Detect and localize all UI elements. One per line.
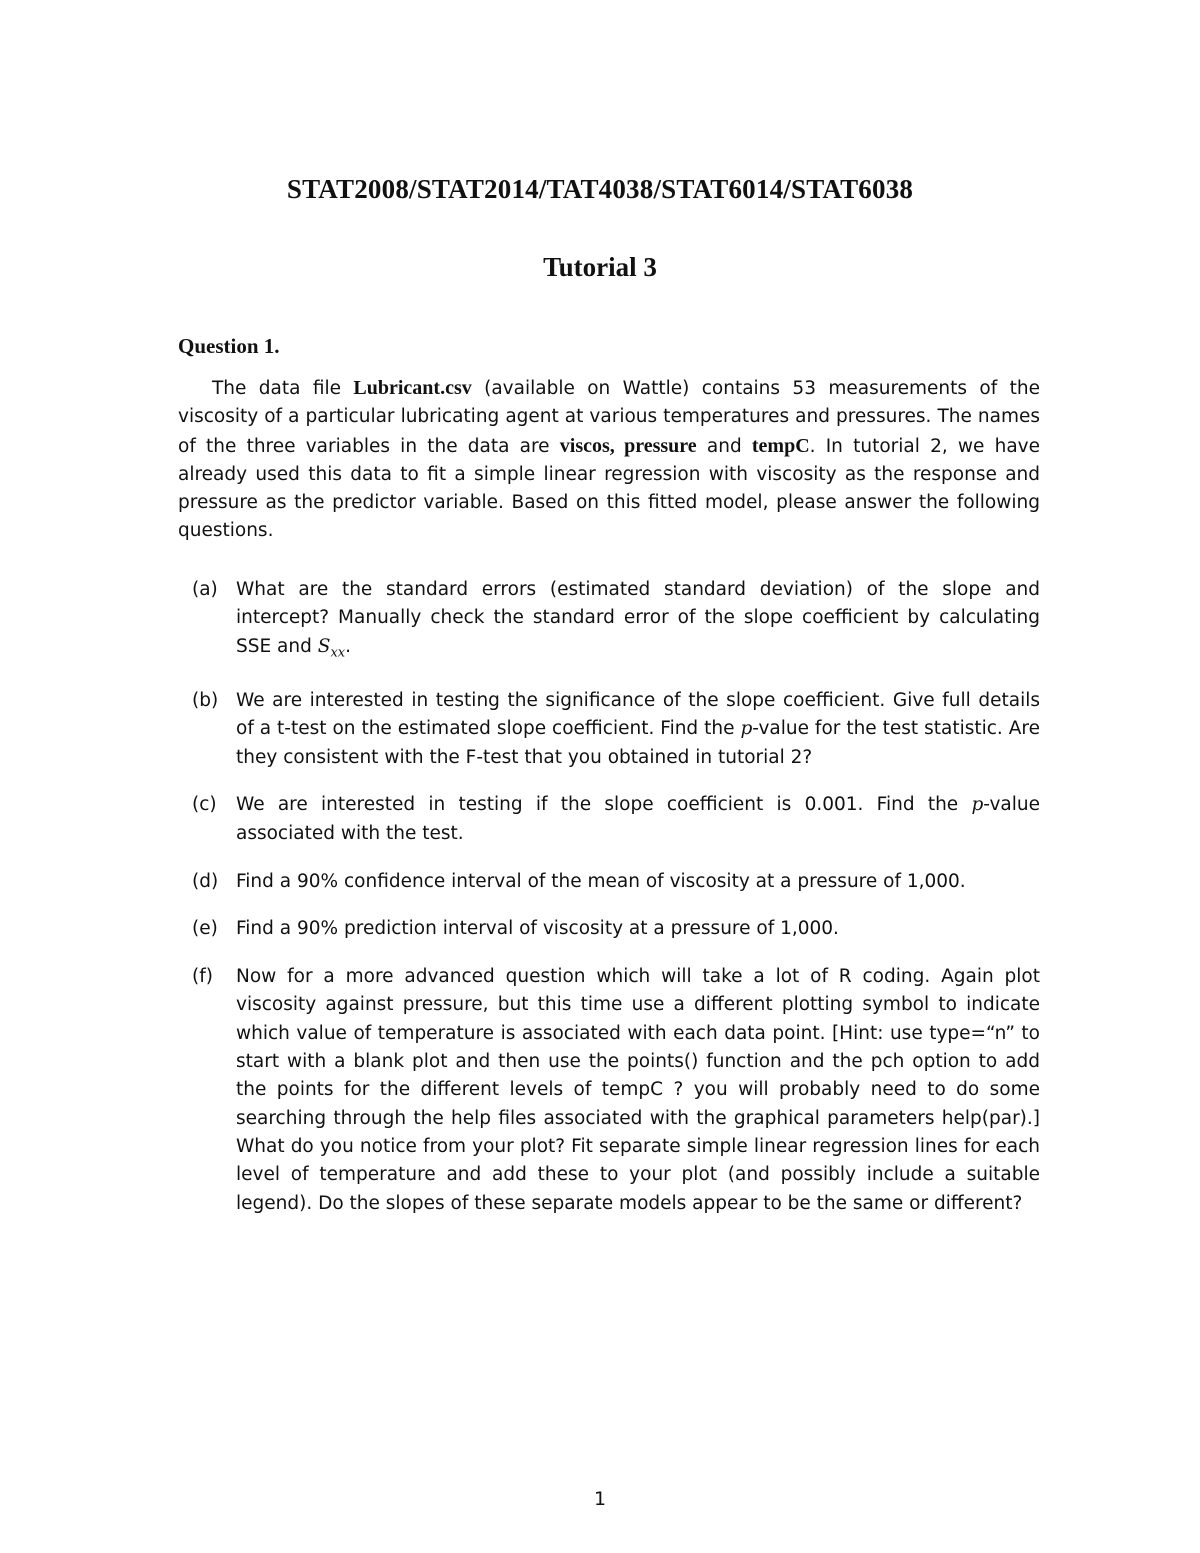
part-c-label: (c) <box>192 794 217 816</box>
part-f-text: Now for a more advanced question which will take a lot of R coding. Again plot viscosity against pressure, but this time use a different plotting symbol to indicate which value of temperature is associated with each data point. [Hint: use type=“n” to start with a blank plot and then use the points() function and the pch option to add the points for the different levels of tempC ? you will probably need to do some searching through the help files associated with the graphical parameters help(par).] What do you notice from your plot? Fit separate simple linear regression lines for each level of temperature and add these to your plot (and possibly include a suitable legend). Do the slopes of these separate models appear to be the same or different? <box>236 966 1040 1214</box>
part-c-text <box>236 791 1040 848</box>
part-f <box>178 963 1040 1218</box>
p-symbol: p <box>740 718 753 740</box>
part-e-text: Find a 90% prediction interval of viscosity at a pressure of 1,000. <box>236 918 839 940</box>
part-c-text-2: -value associated with the test. <box>236 794 1040 844</box>
part-c-text-1: We are interested in testing if the slope coefficient is 0.001. Find the <box>236 794 972 816</box>
part-b-text-2: -value for the test statistic. Are they consistent with the F-test that you obtained in tutorial 2? <box>236 718 1040 768</box>
part-c <box>178 791 1040 848</box>
part-d <box>178 868 1040 896</box>
part-e-label: (e) <box>192 918 218 940</box>
intro-text-2: (available on Wattle) contains 53 measurements of the viscosity of a particular lubricating agent at various temperatures and pressures. The names of the three variables in the data are <box>178 378 1040 457</box>
variable-names-1: viscos, pressure <box>559 434 697 457</box>
part-f-label: (f) <box>192 966 213 988</box>
course-codes: STAT2008/STAT2014/TAT4038/STAT6014/STAT6038 <box>286 174 914 204</box>
part-a-text-1: What are the standard errors (estimated standard deviation) of the slope and intercept? Manually check the standard error of the slope coefficient by calculating SSE and <box>236 579 1040 657</box>
sxx-subscript: xx <box>330 645 346 661</box>
part-b-text <box>236 687 1040 772</box>
part-a-text-2: . <box>345 635 351 657</box>
sxx-symbol: S <box>317 635 331 657</box>
variable-names-2: tempC <box>751 434 810 457</box>
part-b-label: (b) <box>192 690 219 712</box>
question-heading: Question 1. <box>178 334 280 358</box>
question-parts <box>178 576 1040 1237</box>
intro-text-3: and <box>696 435 752 457</box>
part-e <box>178 915 1040 943</box>
part-d-text: Find a 90% confidence interval of the mean of viscosity at a pressure of 1,000. <box>236 870 966 892</box>
part-d-label: (d) <box>192 870 219 892</box>
tutorial-title: Tutorial 3 <box>543 252 657 282</box>
part-a-label: (a) <box>192 579 218 600</box>
file-name: Lubricant.csv <box>353 377 472 399</box>
part-b-text-1: We are interested in testing the significance of the slope coefficient. Give full details of a t-test on the estimated slope coefficient. Find the <box>236 690 1040 740</box>
part-a <box>178 576 1040 668</box>
page-number: 1 <box>593 1488 607 1510</box>
question-intro <box>178 374 1040 546</box>
p-symbol: p <box>971 794 984 816</box>
part-a-text <box>236 576 1040 668</box>
intro-text-4: . In tutorial 2, we have already used this data to fit a simple linear regression with viscosity as the response and pressure as the predictor variable. Based on this fitted model, please answer the following questions. <box>178 435 1041 542</box>
part-b <box>178 687 1040 772</box>
intro-text-1: The data file <box>212 378 354 399</box>
